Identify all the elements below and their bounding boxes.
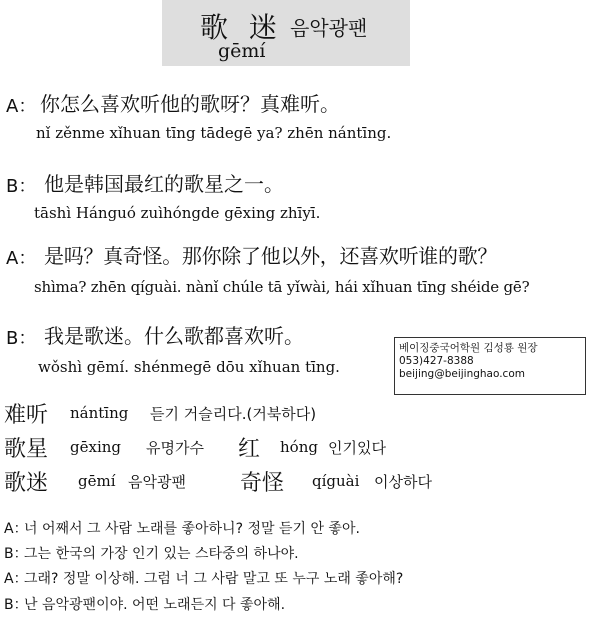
dialogue-chinese: 我是歌迷。什么歌都喜欢听。: [44, 324, 304, 348]
vocab-chinese: 歌迷: [4, 471, 49, 496]
dialogue-pinyin: tāshì Hánguó zuìhóngde gēxing zhīyī.: [34, 204, 321, 222]
academy-email: beijing@beijinghao.com: [399, 368, 525, 380]
vocab-korean: 이상하다: [374, 473, 432, 491]
translation-speaker: B：: [4, 597, 28, 613]
vocab-korean: 유명가수: [146, 439, 204, 457]
vocab-pinyin: hóng: [280, 438, 318, 456]
vocab-chinese: 歌星: [4, 437, 49, 462]
dialogue-speaker: B：: [6, 328, 37, 349]
lesson-title-chinese: 歌 迷: [200, 11, 283, 44]
lesson-title-korean: 음악광팬: [290, 16, 368, 40]
vocab-korean: 인기있다: [328, 439, 386, 457]
dialogue-chinese: 他是韩国最红的歌星之一。: [44, 172, 284, 196]
vocab-korean: 듣기 거슬리다.(거북하다): [150, 405, 317, 423]
vocab-pinyin: nántīng: [70, 404, 129, 422]
translation-line: 너 어째서 그 사람 노래를 좋아하니? 정말 듣기 안 좋아.: [24, 521, 360, 537]
academy-contact-box: [394, 337, 586, 395]
vocab-chinese: 难听: [4, 403, 49, 428]
academy-phone: 053)427-8388: [399, 355, 474, 367]
vocab-chinese: 红: [238, 437, 261, 462]
translation-speaker: A：: [4, 521, 28, 537]
vocab-korean: 음악광팬: [128, 473, 186, 491]
translation-line: 난 음악광팬이야. 어떤 노래든지 다 좋아해.: [24, 597, 286, 613]
dialogue-chinese: 是吗？真奇怪。那你除了他以外，还喜欢听谁的歌？: [44, 244, 498, 268]
vocab-chinese: 奇怪: [240, 471, 285, 496]
vocab-pinyin: qíguài: [312, 472, 360, 490]
dialogue-pinyin: nǐ zěnme xǐhuan tīng tādegē ya? zhēn nántīng.: [36, 124, 392, 142]
dialogue-speaker: A：: [6, 248, 37, 269]
dialogue-chinese: 你怎么喜欢听他的歌呀？真难听。: [40, 92, 340, 116]
lesson-title-pinyin: gēmí: [218, 40, 266, 62]
dialogue-pinyin: wǒshì gēmí. shénmegē dōu xǐhuan tīng.: [38, 358, 340, 376]
dialogue-pinyin: shìma? zhēn qíguài. nànǐ chúle tā yǐwài, hái xǐhuan tīng shéide gē?: [34, 278, 530, 296]
translation-speaker: A：: [4, 571, 28, 587]
translation-line: 그는 한국의 가장 인기 있는 스타중의 하나야.: [24, 546, 299, 562]
translation-speaker: B：: [4, 546, 28, 562]
dialogue-speaker: A：: [6, 96, 37, 117]
vocab-pinyin: gēmí: [78, 472, 116, 490]
dialogue-speaker: B：: [6, 176, 37, 197]
translation-line: 그래? 정말 이상해. 그럼 너 그 사람 말고 또 누구 노래 좋아해?: [24, 571, 404, 587]
academy-name: 베이징중국어학원 김성룡 원장: [399, 342, 538, 354]
vocab-pinyin: gēxing: [70, 438, 121, 456]
